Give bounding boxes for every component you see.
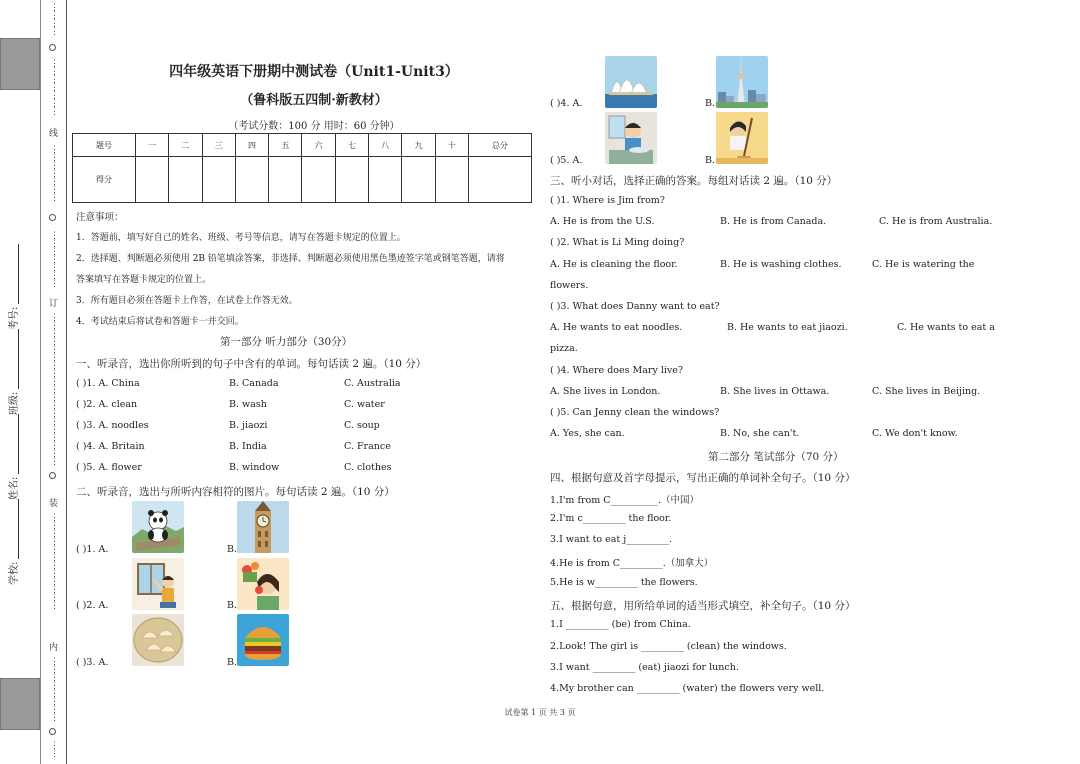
class-label: 班级: <box>9 391 20 415</box>
s3-q2-a: A. He is cleaning the floor. <box>550 259 678 270</box>
binding-block-top <box>0 38 40 90</box>
dumplings-image[interactable] <box>132 614 184 666</box>
score-label-cell: 得分 <box>73 157 136 203</box>
score-cell[interactable] <box>469 157 532 203</box>
q2-option-b: B. wash <box>229 399 267 410</box>
s3-q2-c: C. He is watering the <box>872 259 975 270</box>
dotted-cut-line: ⋮ ⋮ ⋮ ⋮ ⋮ ⋮ ⋮ <box>50 59 59 117</box>
pic-q1-number: ( )1. A. <box>76 544 109 555</box>
q4-option-c: C. France <box>344 441 391 452</box>
score-cell[interactable] <box>135 157 168 203</box>
pic-q3-number: ( )3. A. <box>76 657 109 668</box>
hamburger-image[interactable] <box>237 614 289 666</box>
boy-washing-image[interactable] <box>605 112 657 164</box>
s3-q3-a: A. He wants to eat noodles. <box>550 322 683 333</box>
s3-q3: ( )3. What does Danny want to eat? <box>550 301 720 312</box>
cn-tower-image[interactable] <box>716 56 768 108</box>
score-cell[interactable] <box>302 157 335 203</box>
s3-q3-c: C. He wants to eat a <box>897 322 995 333</box>
q4-number: ( )4. A. Britain <box>76 441 145 452</box>
s4-item: 5.He is w_________ the flowers. <box>550 577 698 588</box>
s4-item: 2.I'm c_________ the floor. <box>550 513 672 524</box>
school-field[interactable] <box>5 499 20 585</box>
dotted-cut-line: ⋮ ⋮ ⋮ ⋮ <box>50 3 59 37</box>
score-header-cell: 四 <box>235 134 268 157</box>
cut-char: 内 <box>49 643 59 653</box>
cut-char: 订 <box>49 299 59 309</box>
score-header-cell: 二 <box>169 134 202 157</box>
pic-q4-option-b: B. <box>705 98 716 109</box>
dotted-cut-line: ⋮ ⋮ <box>50 741 59 759</box>
q3-number: ( )3. A. noodles <box>76 420 149 431</box>
score-header-cell: 六 <box>302 134 335 157</box>
pic-q2-number: ( )2. A. <box>76 600 109 611</box>
pic-q2-option-b: B. <box>227 600 238 611</box>
dotted-cut-line: ⋮ ⋮ ⋮ ⋮ ⋮ ⋮ ⋮ <box>50 145 59 203</box>
cut-char: 装 <box>49 499 59 509</box>
s3-q5-c: C. We don't know. <box>872 428 958 439</box>
exam-subtitle: （鲁科版五四制·新教材） <box>240 93 388 108</box>
s4-item: 4.He is from C_________.（加拿大） <box>550 558 714 569</box>
note-item: 答案填写在答题卡规定的位置上。 <box>76 275 212 285</box>
s5-item: 3.I want _________ (eat) jiaozi for lunch. <box>550 662 739 673</box>
note-item: 4．考试结束后将试卷和答题卡一并交回。 <box>76 317 244 327</box>
q3-option-c: C. soup <box>344 420 380 431</box>
s3-q4-a: A. She lives in London. <box>550 386 661 397</box>
s3-q2-b: B. He is washing clothes. <box>720 259 842 270</box>
section1-title: 一、听录音，选出你所听到的句子中含有的单词。每句话读 2 遍。（10 分） <box>76 358 427 370</box>
score-cell[interactable] <box>435 157 468 203</box>
part1-heading: 第一部分 听力部分（30分） <box>220 336 353 348</box>
s3-q1-a: A. He is from the U.S. <box>550 216 655 227</box>
s4-item: 1.I'm from C__________.（中国） <box>550 495 700 506</box>
big-ben-image[interactable] <box>237 501 289 553</box>
part2-heading: 第二部分 笔试部分（70 分） <box>708 451 844 463</box>
q2-option-c: C. water <box>344 399 385 410</box>
pic-q3-option-b: B. <box>227 657 238 668</box>
q1-number: ( )1. A. China <box>76 378 140 389</box>
s3-q2: ( )2. What is Li Ming doing? <box>550 237 685 248</box>
s3-q1: ( )1. Where is Jim from? <box>550 195 665 206</box>
s5-item: 4.My brother can _________ (water) the flowers very well. <box>550 683 825 694</box>
binding-hole <box>49 44 56 51</box>
s3-q3-wrap: pizza. <box>550 343 578 354</box>
exam-title: 四年级英语下册期中测试卷（Unit1-Unit3） <box>169 64 459 80</box>
q5-number: ( )5. A. flower <box>76 462 142 473</box>
girl-sweeping-image[interactable] <box>716 112 768 164</box>
q5-option-b: B. window <box>229 462 280 473</box>
panda-great-wall-image[interactable] <box>132 501 184 553</box>
score-header-cell: 九 <box>402 134 435 157</box>
q3-option-b: B. jiaozi <box>229 420 268 431</box>
q5-option-c: C. clothes <box>344 462 392 473</box>
cut-char: 线 <box>49 129 59 139</box>
section3-title: 三、听小对话，选择正确的答案。每组对话读 2 遍。（10 分） <box>550 175 838 187</box>
girl-flowers-image[interactable] <box>237 558 289 610</box>
binding-line <box>40 0 41 764</box>
pic-q5-number: ( )5. A. <box>550 155 583 166</box>
page-footer: 试卷第 1 页 共 3 页 <box>504 708 576 717</box>
s5-item: 2.Look! The girl is _________ (clean) the windows. <box>550 641 787 652</box>
boy-window-image[interactable] <box>132 558 184 610</box>
section2-title: 二、听录音，选出与所听内容相符的图片。每句话读 2 遍。（10 分） <box>76 486 395 498</box>
score-header-cell: 七 <box>335 134 368 157</box>
binding-line-right <box>66 0 67 764</box>
score-header-cell: 总分 <box>469 134 532 157</box>
q1-option-b: B. Canada <box>229 378 279 389</box>
score-cell[interactable] <box>402 157 435 203</box>
s3-q1-b: B. He is from Canada. <box>720 216 827 227</box>
score-header-cell: 三 <box>202 134 235 157</box>
dotted-cut-line: ⋮ ⋮ ⋮ ⋮ ⋮ ⋮ ⋮ <box>50 231 59 289</box>
notes-heading: 注意事项： <box>76 212 124 223</box>
q4-option-b: B. India <box>229 441 267 452</box>
school-label: 学校: <box>9 561 20 585</box>
exam-info: （考试分数：100 分 用时：60 分钟） <box>228 121 400 132</box>
section5-title: 五、根据句意，用所给单词的适当形式填空，补全句子。（10 分） <box>550 600 856 612</box>
s3-q1-c: C. He is from Australia. <box>879 216 993 227</box>
dotted-cut-line: ⋮ ⋮ ⋮ ⋮ ⋮ ⋮ ⋮ ⋮ ⋮ ⋮ ⋮ ⋮ <box>50 513 59 611</box>
score-header-cell: 五 <box>269 134 302 157</box>
note-item: 3．所有题目必须在答题卡上作答，在试卷上作答无效。 <box>76 296 298 306</box>
score-cell[interactable] <box>335 157 368 203</box>
class-field[interactable] <box>5 329 20 415</box>
score-header-cell: 十 <box>435 134 468 157</box>
exam-no-label: 考号: <box>9 306 20 330</box>
pic-q1-option-b: B. <box>227 544 238 555</box>
opera-house-image[interactable] <box>605 56 657 108</box>
exam-no-field[interactable] <box>5 244 20 330</box>
s3-q4-c: C. She lives in Beijing. <box>872 386 981 397</box>
dotted-cut-line: ⋮ ⋮ ⋮ ⋮ ⋮ ⋮ ⋮ ⋮ <box>50 657 59 723</box>
score-cell[interactable] <box>369 157 402 203</box>
binding-hole <box>49 728 56 735</box>
s3-q5-a: A. Yes, she can. <box>550 428 625 439</box>
binding-hole <box>49 472 56 479</box>
score-header-cell: 一 <box>135 134 168 157</box>
dotted-cut-line: ⋮ ⋮ ⋮ ⋮ ⋮ ⋮ ⋮ ⋮ ⋮ ⋮ ⋮ ⋮ ⋮ ⋮ ⋮ ⋮ ⋮ ⋮ ⋮ <box>50 313 59 467</box>
s5-item: 1.I _________ (be) from China. <box>550 619 691 630</box>
s3-q2-wrap: flowers. <box>550 280 589 291</box>
s3-q4: ( )4. Where does Mary live? <box>550 365 683 376</box>
q2-number: ( )2. A. clean <box>76 399 138 410</box>
s3-q5-b: B. No, she can't. <box>720 428 800 439</box>
score-cell[interactable] <box>269 157 302 203</box>
name-field[interactable] <box>5 414 20 500</box>
s4-item: 3.I want to eat j_________. <box>550 534 672 545</box>
s3-q4-b: B. She lives in Ottawa. <box>720 386 830 397</box>
score-header-cell: 题号 <box>73 134 136 157</box>
name-label: 姓名: <box>9 476 20 500</box>
s3-q5: ( )5. Can Jenny clean the windows? <box>550 407 720 418</box>
binding-block-bottom <box>0 678 40 730</box>
score-cell[interactable] <box>202 157 235 203</box>
score-cell[interactable] <box>235 157 268 203</box>
note-item: 1．答题前，填写好自己的姓名、班级、考号等信息，请写在答题卡规定的位置上。 <box>76 233 406 243</box>
note-item: 2．选择题、判断题必须使用 2B 铅笔填涂答案，非选择、判断题必须使用黑色墨迹签字笔或钢笔答题，请将 <box>76 254 505 264</box>
pic-q5-option-b: B. <box>705 155 716 166</box>
s3-q3-b: B. He wants to eat jiaozi. <box>727 322 848 333</box>
pic-q4-number: ( )4. A. <box>550 98 583 109</box>
q1-option-c: C. Australia <box>344 378 401 389</box>
binding-strip <box>0 0 66 764</box>
section4-title: 四、根据句意及首字母提示，写出正确的单词补全句子。（10 分） <box>550 472 856 484</box>
score-header-cell: 八 <box>369 134 402 157</box>
score-table <box>72 133 532 203</box>
binding-hole <box>49 214 56 221</box>
score-cell[interactable] <box>169 157 202 203</box>
